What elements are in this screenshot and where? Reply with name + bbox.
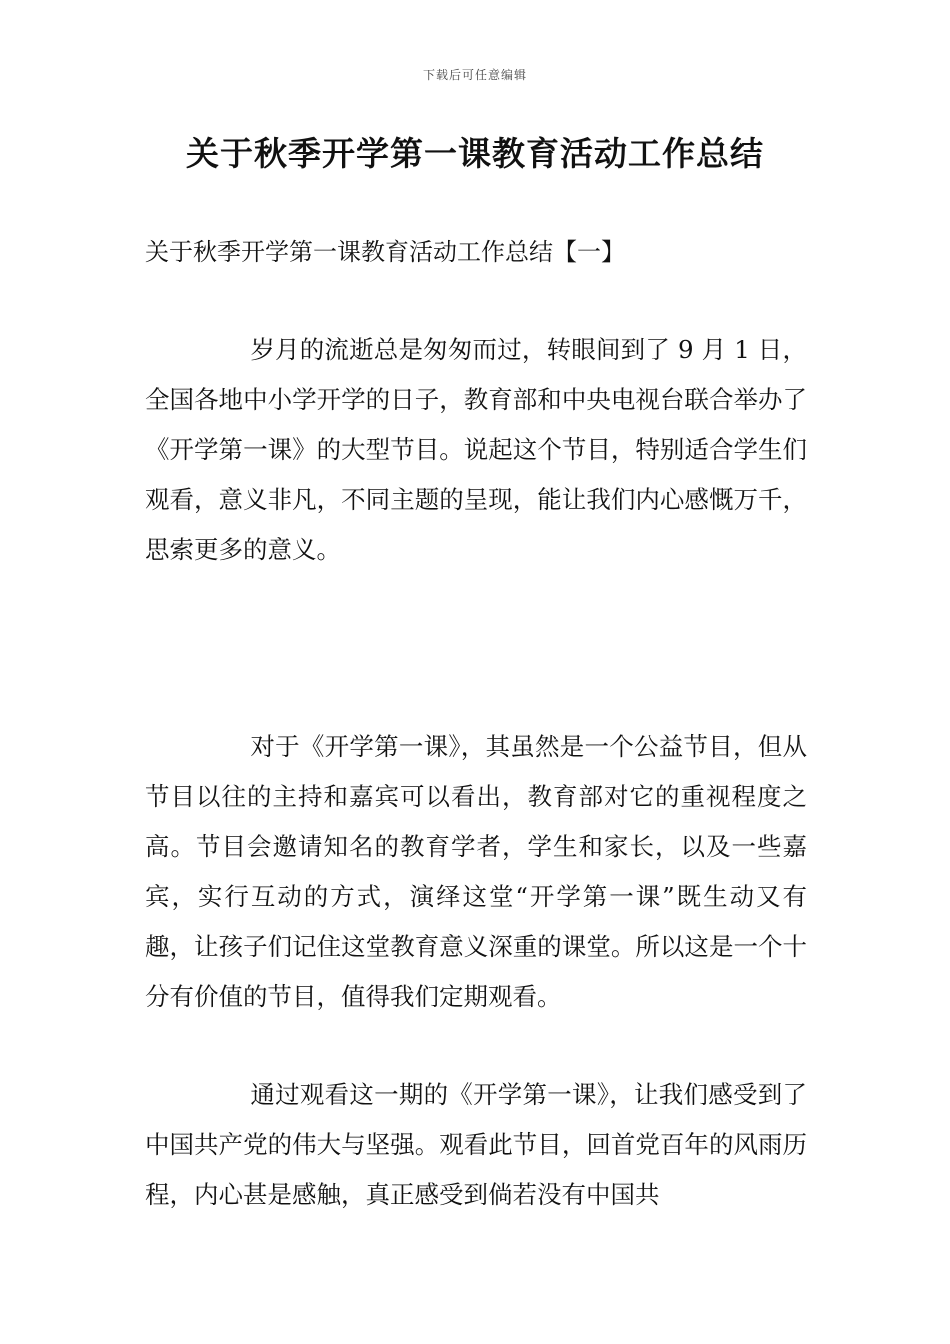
document-title: 关于秋季开学第一课教育活动工作总结 bbox=[186, 134, 764, 173]
paragraph-3: 通过观看这一期的《开学第一课》，让我们感受到了中国共产党的伟大与坚强。观看此节目，回首党百年的风雨历程，内心甚是感触，真正感受到倘若没有中国共 bbox=[145, 1080, 807, 1209]
paragraph-2: 对于《开学第一课》，其虽然是一个公益节目，但从节目以往的主持和嘉宾可以看出，教育部对它的重视程度之高。节目会邀请知名的教育学者，学生和家长，以及一些嘉宾，实行互动的方式，演绎这堂“开学第一课”既生动又有趣，让孩子们记住这堂教育意义深重的课堂。所以这是一个十分有价值的节目，值得我们定期观看。 bbox=[145, 732, 807, 1011]
section-heading: 关于秋季开学第一课教育活动工作总结【一】 bbox=[145, 238, 625, 266]
paragraph-1: 岁月的流逝总是匆匆而过，转眼间到了 9 月 1 日，全国各地中小学开学的日子，教育部和中央电视台联合举办了《开学第一课》的大型节目。说起这个节目，特别适合学生们观看，意义非凡，不同主题的呈现，能让我们内心感慨万千，思索更多的意义。 bbox=[145, 335, 807, 564]
page-header-note: 下载后可任意编辑 bbox=[422, 68, 527, 82]
